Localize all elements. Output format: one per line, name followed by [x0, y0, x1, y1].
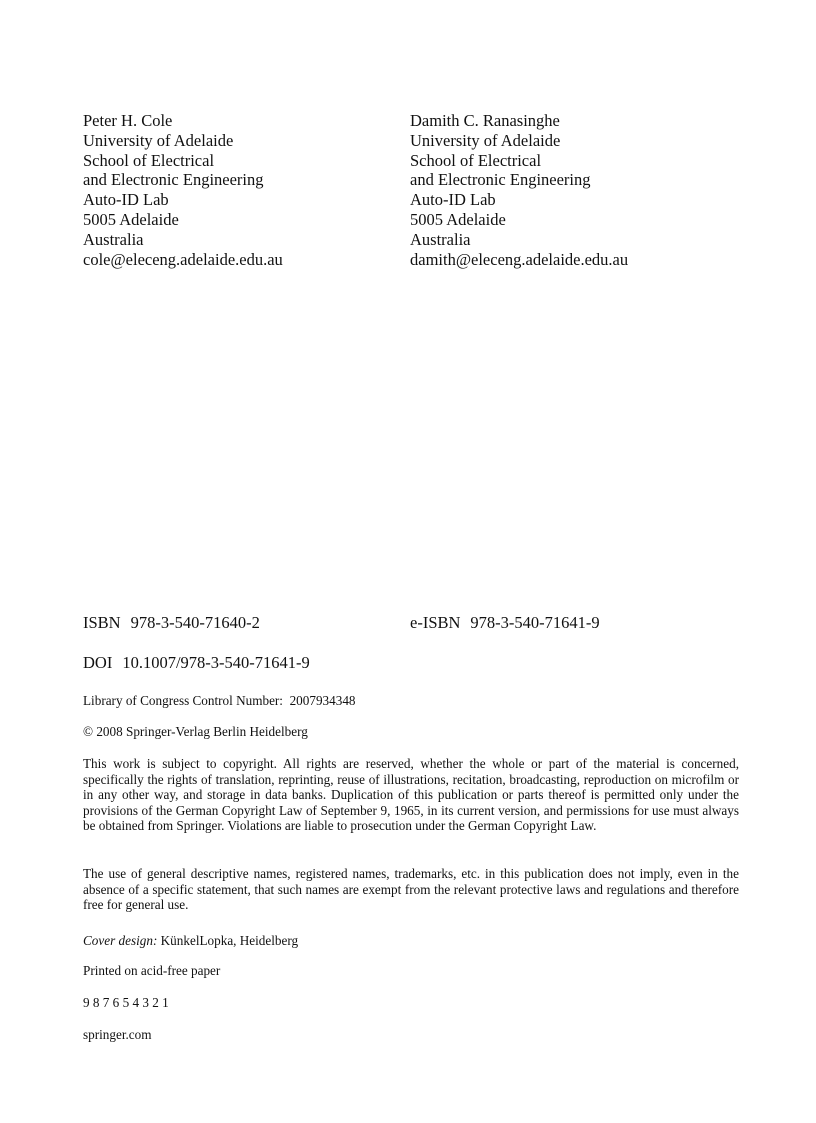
- cover-design-line: [83, 933, 739, 949]
- author-lab: Auto-ID Lab: [410, 190, 496, 210]
- author-school: School of Electrical: [83, 150, 215, 170]
- eisbn-line: [410, 613, 600, 633]
- isbn-line: [83, 613, 260, 633]
- copyright-notice: © 2008 Springer-Verlag Berlin Heidelberg: [83, 724, 308, 739]
- author-country: Australia: [83, 229, 144, 249]
- loc-number: 2007934348: [289, 693, 356, 708]
- doi-line: [83, 653, 310, 673]
- author-lab: Auto-ID Lab: [83, 190, 169, 210]
- cover-design-label: Cover design:: [83, 933, 158, 948]
- rights-paragraph: This work is subject to copyright. All rights are reserved, whether the whole or part of the material is concerned, specifically the rights of translation, reprinting, reuse of illustrations, recitation, broadcasting, reproduction on microfilm or in any other way, and storage in data banks. Duplication of this publication or parts thereof is permitted only under the provisions of the German Copyright Law of September 9, 1965, in its current version, and permissions for use must always be obtained from Springer. Violations are liable to prosecution under the German Copyright Law.: [83, 756, 739, 834]
- author-name: Damith C. Ranasinghe: [410, 111, 560, 130]
- author-institution: University of Adelaide: [410, 130, 561, 150]
- trademark-paragraph: The use of general descriptive names, registered names, trademarks, etc. in this publication does not imply, even in the absence of a specific statement, that such names are exempt from the relevant protective laws and regulations and therefore free for general use.: [83, 866, 739, 913]
- author-institution: University of Adelaide: [83, 130, 234, 150]
- eisbn-label: e-ISBN: [410, 613, 461, 632]
- doi-label: DOI: [83, 653, 113, 672]
- author-block-ranasinghe: [410, 111, 628, 269]
- author-email: cole@eleceng.adelaide.edu.au: [83, 249, 283, 269]
- author-block-cole: [83, 111, 283, 269]
- author-name: Peter H. Cole: [83, 111, 173, 130]
- author-city: 5005 Adelaide: [83, 209, 179, 229]
- cover-design-value: KünkelLopka, Heidelberg: [160, 933, 299, 948]
- eisbn-number: 978-3-540-71641-9: [470, 613, 600, 632]
- author-country: Australia: [410, 229, 471, 249]
- author-school-continued: and Electronic Engineering: [410, 170, 591, 190]
- library-of-congress-line: [83, 693, 739, 709]
- doi-number: 10.1007/978-3-540-71641-9: [122, 653, 310, 672]
- author-email: damith@eleceng.adelaide.edu.au: [410, 249, 629, 269]
- loc-label: Library of Congress Control Number:: [83, 693, 283, 708]
- author-city: 5005 Adelaide: [410, 209, 506, 229]
- author-school: School of Electrical: [410, 150, 542, 170]
- website-link[interactable]: springer.com: [83, 1027, 152, 1042]
- isbn-label: ISBN: [83, 613, 121, 632]
- author-school-continued: and Electronic Engineering: [83, 170, 264, 190]
- paper-note: Printed on acid-free paper: [83, 963, 221, 978]
- isbn-number: 978-3-540-71640-2: [130, 613, 260, 632]
- printing-line: 9 8 7 6 5 4 3 2 1: [83, 995, 169, 1010]
